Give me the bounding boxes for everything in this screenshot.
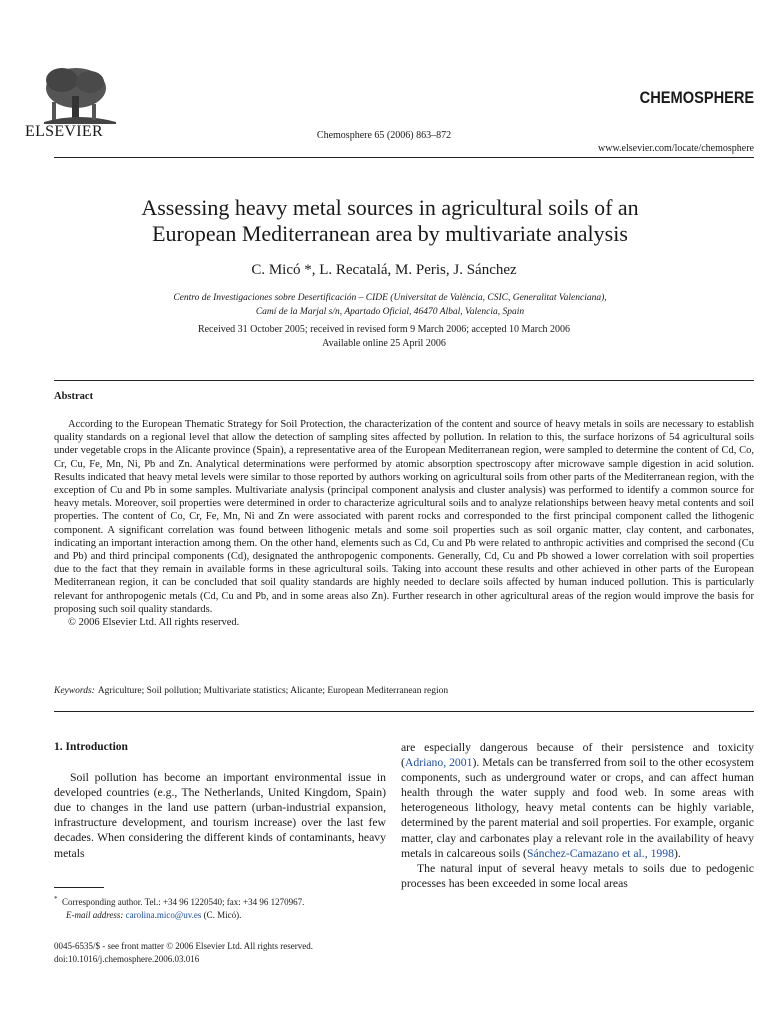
doi[interactable]: doi:10.1016/j.chemosphere.2006.03.016 [54,954,200,964]
left-column [54,740,386,861]
reference-link-adriano[interactable]: Adriano, 2001 [404,756,473,770]
journal-name: CHEMOSPHERE [639,88,754,107]
affiliation [100,291,680,319]
intro-paragraph-1: Soil pollution has become an important environmental issue in developed countries (e.g., The Netherlands, United Kingdom, Spain) due to changes in the land use pattern (urban-industrial expansion, infrastructure development, and tourism increase) over the last few decades. When considering the different kinds of contaminants, heavy metals [54,771,386,860]
email-label: E-mail address: [66,910,124,920]
copyright-notice: © 2006 Elsevier Ltd. All rights reserved. [68,617,240,629]
affiliation-line-1: Centro de Investigaciones sobre Desertificación – CIDE (Universitat de València, CSIC, Generalitat Valenciana), [173,293,607,303]
footnote-mark: * [54,895,58,903]
abstract-text: According to the European Thematic Strategy for Soil Protection, the characterization of the content and source of heavy metals in soils are necessary to establish quality standards on a regional level that allow the detection of sampling sites affected by pollution. In relation to this, the surface horizons of 54 agricultural soils under vegetable crops in the Alicante province (Spain), a representative area of the European Mediterranean region, were sampled to determine the content of Cd, Co, Cr, Cu, Fe, Mn, Ni, Pb and Zn. Analytical determinations were performed by atomic absorption spectroscopy after microwave sample digestion in acid solution. Results indicated that heavy metal levels were similar to those reported by authors working on agricultural soils from other parts of the Mediterranean region, with the exception of Cu and Pb in some samples. Multivariate analysis (principal component analysis and cluster analysis) was performed to identify a common source for heavy metals. Moreover, soil properties were determined in order to characterize agricultural soils and to analyze relationships between heavy metal contents and soil properties. The content of Co, Cr, Fe, Mn, Ni and Zn were associated with parent rocks and corresponded to the first principal component called the lithogenic component. A significant correlation was found between lithogenic metals and some soil properties such as soil organic matter, clay content, and carbonates, indicating an important interaction among them. On the other hand, elements such as Cd, Cu and Pb were related to anthropic activities and comprised the second (Cu and Pb) and third principal components (Cd), designated the anthropogenic components. Generally, Cd, Cu and Pb showed a lower correlation with soil properties due to the fact that they remain in available forms in these agricultural soils. Taking into account these results and other achieved in other parts of the European Mediterranean region, it can be concluded that soil quality standards are highly needed to declare soils affected by human induced pollution. This is particularly relevant for anthropogenic metals (Cd, Cu and Pb, and in some areas also Zn). Further research in other agricultural areas of the region would improve the basis for proposing such soil quality standards. [54,419,754,615]
keywords [54,686,754,696]
corresponding-author-footnote [54,893,394,922]
issn-copyright: 0045-6535/$ - see front matter © 2006 Elsevier Ltd. All rights reserved. [54,941,314,951]
journal-url[interactable]: www.elsevier.com/locate/chemosphere [598,143,754,154]
corresponding-author-contact: Corresponding author. Tel.: +34 96 1220540; fax: +34 96 1270967. [62,897,305,907]
keywords-label: Keywords: [54,686,95,696]
publication-dates [0,323,768,351]
footnote-divider [54,887,104,888]
front-matter [54,940,394,966]
abstract-heading: Abstract [54,391,94,402]
title-line-2: European Mediterranean area by multivariate analysis [152,221,628,246]
intro-paragraph-2: The natural input of several heavy metals to soils due to pedogenic processes has been exceeded in some local areas [401,861,754,890]
header-divider [54,157,754,158]
article-title [60,195,720,247]
abstract-top-divider [54,380,754,381]
right-column [401,740,754,891]
section-heading-introduction: 1. Introduction [54,741,128,753]
intro-paragraph-continued: are especially dangerous because of their persistence and toxicity (Adriano, 2001). Metals can be transferred from soil to the other ecosystem components, such as underground water or crops, and can affect human health through the water supply and food web. In some areas with heterogeneous lithology, heavy metal contents can be highly variable, determined by the parent material and soil properties. For example, organic matter, clay and carbonates play a relevant role in the availability of heavy metals in calcareous soils (Sánchez-Camazano et al., 1998). [401,741,754,860]
email-owner: (C. Micó). [203,910,242,920]
reference-link-sanchez-camazano[interactable]: Sánchez-Camazano et al., 1998 [526,846,674,860]
email-link[interactable]: carolina.mico@uv.es [125,910,202,920]
available-online: Available online 25 April 2006 [322,338,446,349]
abstract-bottom-divider [54,711,754,712]
keywords-list: Agriculture; Soil pollution; Multivariate statistics; Alicante; European Mediterranean region [97,686,449,696]
abstract-body [54,418,754,629]
publisher-name: ELSEVIER [25,123,103,140]
received-dates: Received 31 October 2005; received in revised form 9 March 2006; accepted 10 March 2006 [197,324,571,335]
affiliation-line-2: Camí de la Marjal s/n, Apartado Oficial, 46470 Albal, Valencia, Spain [255,307,525,317]
author-list: C. Micó *, L. Recatalá, M. Peris, J. Sánchez [251,262,517,278]
title-line-1: Assessing heavy metal sources in agricultural soils of an [141,195,639,220]
journal-citation: Chemosphere 65 (2006) 863–872 [316,130,452,141]
